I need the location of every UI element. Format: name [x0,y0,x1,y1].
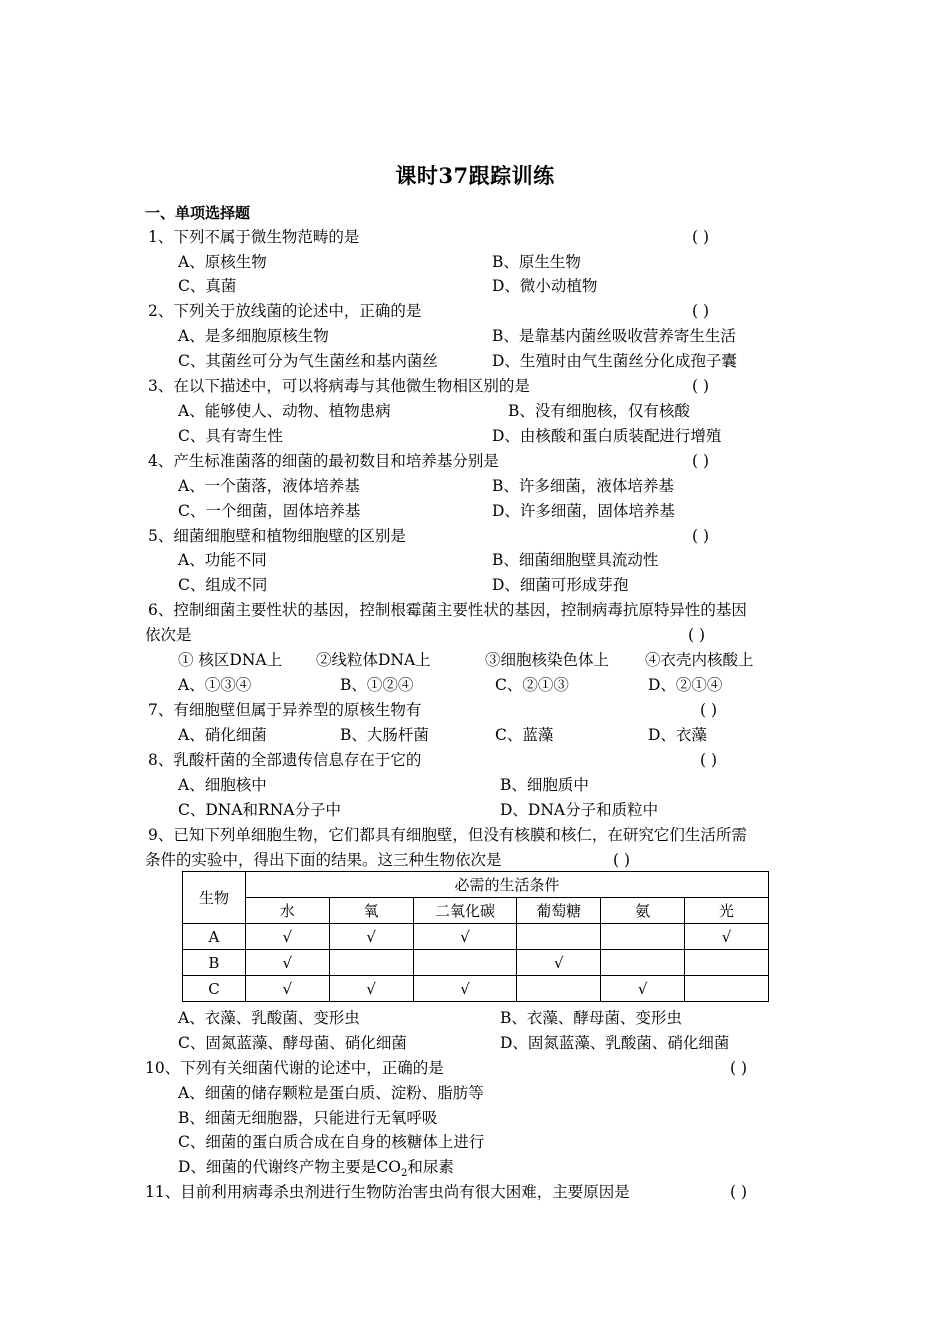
table-cell: √ [685,924,769,950]
table-cell [601,924,685,950]
q7-option-a: A、硝化细菌 [178,726,267,744]
q5-option-b: B、细菌细胞壁具流动性 [492,551,659,569]
table-cell: √ [413,976,517,1002]
table-cell [601,950,685,976]
q6-item-2: ②线粒体DNA上 [316,651,431,669]
q9-option-a: A、衣藻、乳酸菌、变形虫 [178,1009,360,1027]
q10-stem: 10、下列有关细菌代谢的论述中，正确的是 [145,1059,444,1077]
table-cell: √ [601,976,685,1002]
table-col-header: 水 [245,898,329,924]
q7-option-b: B、大肠杆菌 [340,726,429,744]
q10-option-c: C、细菌的蛋白质合成在自身的核糖体上进行 [178,1133,485,1151]
q6-item-3: ③细胞核染色体上 [485,651,610,669]
q3-option-b: B、没有细胞核，仅有核酸 [508,402,690,420]
q10-option-d-text: D、细菌的代谢终产物主要是CO [178,1158,401,1176]
table-cell: √ [413,924,517,950]
table-row-label: C [183,976,246,1002]
q2-option-a: A、是多细胞原核生物 [178,327,329,345]
table-row [183,976,769,1002]
q4-option-a: A、一个菌落，液体培养基 [178,477,360,495]
table-col-header: 氧 [329,898,413,924]
q6-option-a: A、①③④ [178,676,252,694]
q4-stem: 4、产生标准菌落的细菌的最初数目和培养基分别是 [148,452,499,470]
table-col-header: 葡萄糖 [517,898,601,924]
q9-option-c: C、固氮蓝藻、酵母菌、硝化细菌 [178,1034,407,1052]
table-cell [685,976,769,1002]
table-cell: √ [245,950,329,976]
q2-option-d: D、生殖时由气生菌丝分化成孢子囊 [492,352,737,370]
q1-option-d: D、微小动植物 [492,277,598,295]
q4-answer-blank[interactable]: ( ) [692,452,710,470]
table-row [183,950,769,976]
q8-option-b: B、细胞质中 [500,776,589,794]
q1-option-a: A、原核生物 [178,253,267,271]
q6-answer-blank[interactable]: ( ) [688,626,706,644]
q5-option-c: C、组成不同 [178,576,268,594]
q1-stem: 1、下列不属于微生物范畴的是 [148,228,360,246]
q10-option-d-tail: 和尿素 [407,1158,454,1176]
table-cell: √ [329,976,413,1002]
q3-stem: 3、在以下描述中，可以将病毒与其他微生物相区别的是 [148,377,530,395]
q7-answer-blank[interactable]: ( ) [700,701,718,719]
page-title: 课时37跟踪训练 [395,163,555,188]
q6-stem-line2: 依次是 [145,626,192,644]
section-heading: 一、单项选择题 [145,204,251,222]
q2-answer-blank[interactable]: ( ) [692,302,710,320]
q6-option-c: C、②①③ [495,676,569,694]
table-cell [685,950,769,976]
table-cell [413,950,517,976]
q3-option-c: C、具有寄生性 [178,427,283,445]
q8-stem: 8、乳酸杆菌的全部遗传信息存在于它的 [148,751,422,769]
q10-answer-blank[interactable]: ( ) [730,1059,748,1077]
q10-option-a: A、细菌的储存颗粒是蛋白质、淀粉、脂肪等 [178,1084,484,1102]
q2-option-b: B、是靠基内菌丝吸收营养寄生生活 [492,327,736,345]
table-col-header: 光 [685,898,769,924]
q1-option-c: C、真菌 [178,277,237,295]
q10-option-d-subscript: 2 [401,1168,408,1180]
q8-answer-blank[interactable]: ( ) [700,751,718,769]
q3-answer-blank[interactable]: ( ) [692,377,710,395]
table-cell [517,924,601,950]
q8-option-a: A、细胞核中 [178,776,267,794]
q4-option-c: C、一个细菌，固体培养基 [178,502,361,520]
q5-answer-blank[interactable]: ( ) [692,527,710,545]
table-cell: √ [245,976,329,1002]
q5-option-a: A、功能不同 [178,551,267,569]
q6-item-4: ④衣壳内核酸上 [645,651,754,669]
table-cell [329,950,413,976]
table-row-label: A [183,924,246,950]
q8-option-c: C、DNA和RNA分子中 [178,801,341,819]
q4-option-d: D、许多细菌，固体培养基 [492,502,675,520]
q7-option-d: D、衣藻 [648,726,707,744]
q9-stem-line2: 条件的实验中，得出下面的结果。这三种生物依次是 [145,851,502,869]
conditions-table [182,871,769,1002]
q6-option-d: D、②①④ [648,676,723,694]
q1-option-b: B、原生生物 [492,253,581,271]
q9-option-b: B、衣藻、酵母菌、变形虫 [500,1009,682,1027]
q6-item-1: ① 核区DNA上 [178,651,283,669]
q7-option-c: C、蓝藻 [495,726,554,744]
q9-option-d: D、固氮蓝藻、乳酸菌、硝化细菌 [500,1034,730,1052]
table-cell: √ [517,950,601,976]
q7-stem: 7、有细胞壁但属于异养型的原核生物有 [148,701,422,719]
q5-option-d: D、细菌可形成芽孢 [492,576,629,594]
q3-option-d: D、由核酸和蛋白质装配进行增殖 [492,427,722,445]
table-group-header: 必需的生活条件 [245,872,768,898]
table-col-header: 氨 [601,898,685,924]
q2-option-c: C、其菌丝可分为气生菌丝和基内菌丝 [178,352,438,370]
table-corner-header: 生物 [183,872,246,924]
q9-answer-blank[interactable]: ( ) [613,851,631,869]
q3-option-a: A、能够使人、动物、植物患病 [178,402,391,420]
q1-answer-blank[interactable]: ( ) [692,228,710,246]
q5-stem: 5、细菌细胞壁和植物细胞壁的区别是 [148,527,406,545]
q11-answer-blank[interactable]: ( ) [730,1183,748,1201]
q10-option-b: B、细菌无细胞器，只能进行无氧呼吸 [178,1109,438,1127]
table-row [183,924,769,950]
table-cell [517,976,601,1002]
q8-option-d: D、DNA分子和质粒中 [500,801,659,819]
table-col-header: 二氧化碳 [413,898,517,924]
q9-stem-line1: 9、已知下列单细胞生物，它们都具有细胞壁，但没有核膜和核仁，在研究它们生活所需 [148,826,747,844]
table-cell: √ [245,924,329,950]
q2-stem: 2、下列关于放线菌的论述中，正确的是 [148,302,422,320]
table-cell: √ [329,924,413,950]
q6-stem-line1: 6、控制细菌主要性状的基因，控制根霉菌主要性状的基因，控制病毒抗原特异性的基因 [148,601,747,619]
q4-option-b: B、许多细菌，液体培养基 [492,477,674,495]
q11-stem: 11、目前利用病毒杀虫剂进行生物防治害虫尚有很大困难，主要原因是 [145,1183,630,1201]
q6-option-b: B、①②④ [340,676,414,694]
table-row-label: B [183,950,246,976]
